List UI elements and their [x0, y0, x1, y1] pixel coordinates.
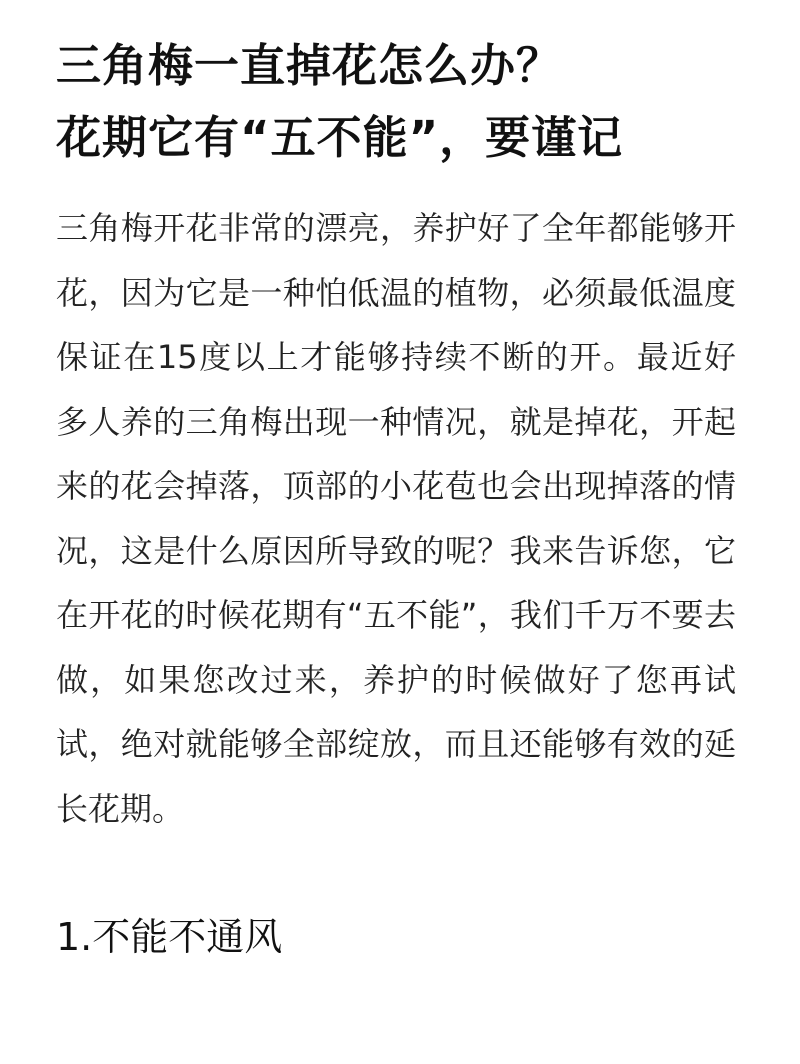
- article-paragraph: 三角梅开花非常的漂亮，养护好了全年都能够开花，因为它是一种怕低温的植物，必须最低温度保证在15度以上才能够持续不断的开。最近好多人养的三角梅出现一种情况，就是掉花，开起来的花会掉落，顶部的小花苞也会出现掉落的情况，这是什么原因所导致的呢？我来告诉您，它在开花的时候花期有“五不能”，我们千万不要去做，如果您改过来，养护的时候做好了您再试试，绝对就能够全部绽放，而且还能够有效的延长花期。: [56, 209, 736, 828]
- article-title-line-1: 三角梅一直掉花怎么办？: [56, 39, 563, 92]
- article-title: [56, 30, 756, 174]
- article: [56, 30, 756, 969]
- article-title-line-2: 花期它有“五不能”，要谨记: [56, 111, 624, 164]
- section-heading: 1.不能不通风: [56, 915, 283, 959]
